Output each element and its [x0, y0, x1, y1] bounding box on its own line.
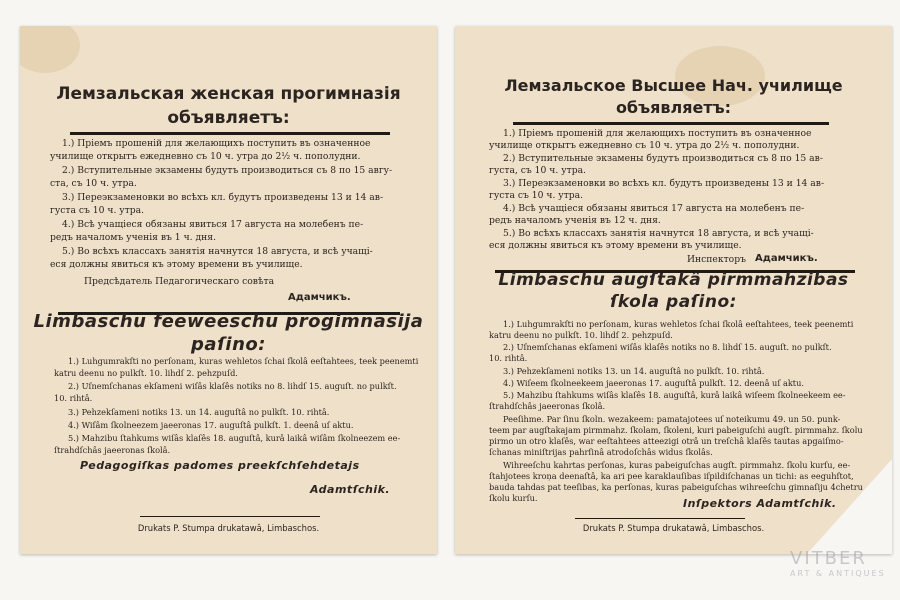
- watermark-line1: VITBER: [790, 548, 867, 569]
- left-lv-line: 4.) Wiſâm ſkolneezem jaeeronas 17. auguſtâ pulkſt. 1. deenâ uſ aktu.: [68, 420, 354, 430]
- right-ru-line: училище открытъ ежедневно съ 10 ч. утра до 2½ ч. пополудни.: [489, 140, 800, 151]
- right-lv-line: 10. rihtâ.: [489, 353, 528, 363]
- right-ru-sign-role: Инспекторъ: [687, 254, 746, 265]
- right-lv-line: 4.) Wiſeem ſkolneekeem jaeeronas 17. auguſtâ pulkſt. 12. deenâ uſ aktu.: [503, 378, 804, 388]
- right-latvian-title: Limbaschu augſtakâ pirmmahzibas: [498, 270, 849, 290]
- left-ru-line: 4.) Всѣ учащіеся обязаны явиться 17 августа на молебенъ пе-: [62, 219, 364, 230]
- paper-stain: [20, 26, 80, 73]
- watermark-logo: [790, 548, 900, 578]
- right-lv-line: bauda tahdas pat teeſibas, ka perſonas, kuras pabeiguſchas wihreeſchu gimnaſiju 4chetru: [489, 482, 863, 492]
- right-document-sheet: [455, 26, 892, 554]
- left-lv-line: 2.) Uſnemſchanas ekſameni wiſâs klaſês notiks no 8. lihdſ 15. auguſt. no pulkſt.: [68, 381, 397, 391]
- left-lv-line: 5.) Mahzibu ſtahkums wiſâs klaſês 18. auguſtâ, kurâ laikâ wiſâm ſkolneezem ee-: [68, 433, 401, 443]
- left-ru-line: 1.) Пріемъ прошеній для желающихъ поступить въ означенное: [62, 138, 371, 149]
- right-lv-line: ſtrahdſchâs jaeeronas ſkolâ.: [489, 401, 606, 411]
- left-latvian-title: Limbaschu feeweeschu progimnasija: [33, 311, 424, 332]
- right-lv-line: Wihreeſchu kahrtas perſonas, kuras pabeiguſchas augſt. pirmmahz. ſkolu kurſu, ee-: [503, 460, 851, 470]
- divider: [70, 132, 390, 135]
- left-ru-line: 5.) Во всѣхъ классахъ занятія начнутся 18 августа, и всѣ учащі-: [62, 246, 373, 257]
- left-document-sheet: [20, 26, 437, 554]
- footer-rule: [140, 516, 320, 517]
- right-russian-subtitle: объявляетъ:: [615, 98, 732, 117]
- left-russian-subtitle: объявляетъ:: [167, 108, 290, 128]
- left-lv-sign-role: Pedagogiſkas padomes preekſchſehdetajs: [80, 459, 360, 472]
- divider: [513, 122, 829, 125]
- left-ru-sign-role: Предсѣдатель Педагогическаго совѣта: [84, 276, 275, 287]
- left-ru-line: густа съ 10 ч. утра.: [50, 205, 145, 216]
- right-lv-line: 2.) Uſnemſchanas ekſameni wiſâs klaſês notiks no 8. lihdſ 15. auguſt. no pulkſt.: [503, 342, 832, 352]
- right-ru-line: 4.) Всѣ учащіеся обязаны явиться 17 августа на молебенъ пе-: [503, 203, 805, 214]
- right-ru-sign-name: Адамчикъ.: [755, 253, 818, 264]
- left-ru-line: редъ началомъ ученія въ 1 ч. дня.: [50, 232, 216, 243]
- right-lv-line: 3.) Pehzekſameni notiks 13. un 14. auguſtâ no pulkſt. 10. rihtâ.: [503, 366, 765, 376]
- left-lv-line: 10. rihtâ.: [54, 393, 93, 403]
- right-printer-footer: Drukats P. Stumpa drukatawâ, Limbaschos.: [582, 523, 765, 533]
- left-ru-line: ста, съ 10 ч. утра.: [50, 178, 137, 189]
- left-ru-line: еся должны явиться къ этому времени въ училище.: [50, 259, 303, 270]
- right-ru-line: густа, съ 10 ч. утра.: [489, 165, 586, 176]
- right-russian-title: Лемзальское Высшее Нач. училище: [504, 76, 843, 95]
- right-ru-line: редъ началомъ ученія въ 12 ч. дня.: [489, 215, 661, 226]
- right-lv-line: 1.) Luhgumrakſti no perſonam, kuras wehletos ſchai ſkolâ eeſtahtees, teek peenemti: [503, 319, 854, 329]
- left-russian-title: Лемзальская женская прогимназія: [56, 84, 401, 104]
- left-lv-line: 3.) Pehzekſameni notiks 13. un 14. auguſtâ no pulkſt. 10. rihtâ.: [68, 407, 330, 417]
- right-ru-line: еся должны явиться къ этому времени въ училище.: [489, 240, 742, 251]
- right-lv-line: ſtahjotees kroņa deenaſtâ, ka ari pee karaklauſibas iſpildiſchanas un tichi: as eeguhſtot,: [489, 471, 854, 481]
- footer-rule: [575, 518, 745, 519]
- left-ru-line: училище открытъ ежедневно съ 10 ч. утра до 2½ ч. пополудни.: [50, 151, 361, 162]
- right-lv-line: katru deenu no pulkſt. 10. lihdſ 2. pehzpuſd.: [489, 330, 673, 340]
- torn-corner: [807, 459, 892, 554]
- right-ru-line: 2.) Вступительные экзамены будутъ производиться съ 8 по 15 ав-: [503, 153, 823, 164]
- left-ru-line: 3.) Переэкзаменовки во всѣхъ кл. будутъ произведены 13 и 14 ав-: [62, 192, 384, 203]
- right-ru-line: 3.) Переэкзаменовки во всѣхъ кл. будутъ произведены 13 и 14 ав-: [503, 178, 825, 189]
- right-latvian-subtitle: ſkola paſino:: [610, 292, 737, 312]
- right-lv-line: ſchanas miniſtrijas pahrſinâ atrodoſchâs widus ſkolâs.: [489, 447, 713, 457]
- right-lv-line: 5.) Mahzibu ſtahkums wiſâs klaſês 18. auguſtâ, kurâ laikâ wiſeem ſkolneekeem ee-: [503, 390, 846, 400]
- left-lv-line: ſtrahdſchâs jaeeronas ſkolâ.: [54, 445, 171, 455]
- right-lv-sign-name: Inſpektors Adamtſchik.: [683, 497, 837, 510]
- right-ru-line: 5.) Во всѣхъ классахъ занятія начнутся 18 августа, и всѣ учащі-: [503, 228, 814, 239]
- right-lv-line: Peeſihme. Par ſinu ſkoln. wezakeem: pamatajotees uſ noteikumu 49. un 50. punk-: [503, 414, 841, 424]
- right-lv-line: pirmo un otro klaſês, war eeſtahtees atteezigi otrâ un treſchâ klaſês tautas apgaiſmo-: [489, 436, 844, 446]
- left-ru-sign-name: Адамчикъ.: [288, 292, 351, 303]
- left-printer-footer: Drukats P. Stumpa drukatawâ, Limbaschos.: [137, 523, 320, 533]
- left-lv-line: 1.) Luhgumrakſti no perſonam, kuras wehletos ſchai ſkolâ eeſtahtees, teek peenemti: [68, 356, 419, 366]
- left-lv-line: katru deenu no pulkſt. 10. lihdſ 2. pehzpuſd.: [54, 368, 238, 378]
- watermark-line2: ART & ANTIQUES: [790, 569, 886, 578]
- right-ru-line: 1.) Пріемъ прошеній для желающихъ поступить въ означенное: [503, 128, 812, 139]
- right-lv-line: ſkolu kurſu.: [489, 493, 538, 503]
- left-lv-sign-name: Adamtſchik.: [310, 483, 391, 496]
- right-ru-line: густа съ 10 ч. утра.: [489, 190, 584, 201]
- right-lv-line: teem par augſtakajam pirmmahz. ſkolam, ſkoleni, kuri pabeiguſchi augſt. pirmmahz. ſkolu: [489, 425, 863, 435]
- left-ru-line: 2.) Вступительные экзамены будутъ производиться съ 8 по 15 авгу-: [62, 165, 393, 176]
- left-latvian-subtitle: paſino:: [191, 334, 266, 355]
